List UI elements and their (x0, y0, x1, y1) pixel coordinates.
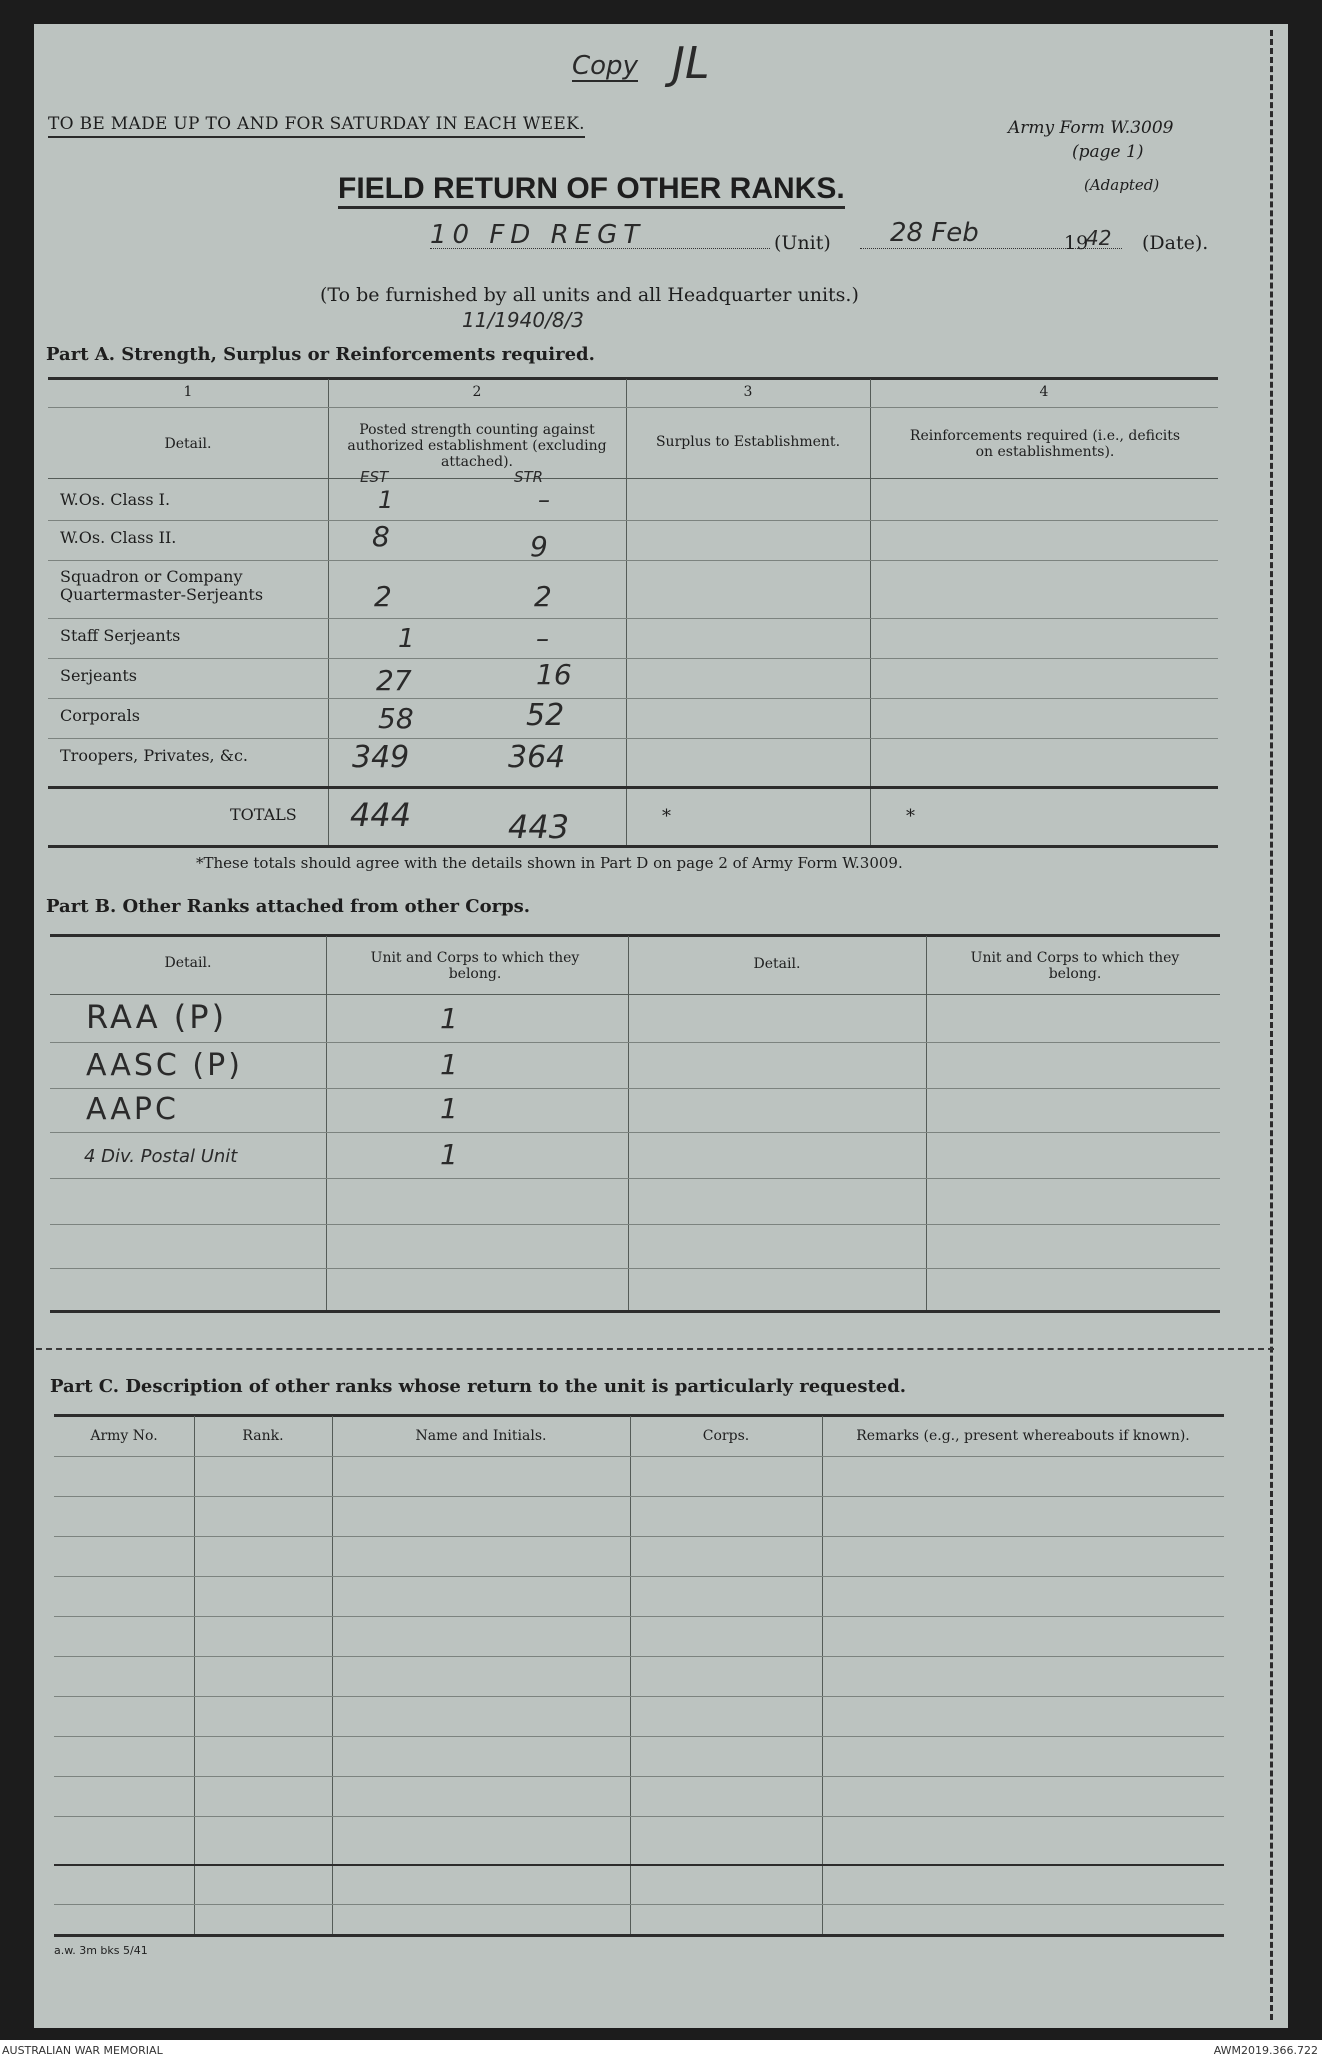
part-b-header-unit-left: Unit and Corps to which they belong. (370, 950, 580, 982)
copy-note: Copy (572, 51, 638, 81)
row-str-wo1: – (538, 486, 550, 514)
row-str-sgt: 16 (536, 658, 572, 691)
str-subheader: STR (514, 468, 544, 486)
totals-str: 443 (508, 808, 570, 846)
form-number: Army Form W.3009 (1008, 118, 1174, 138)
instruction-line: TO BE MADE UP TO AND FOR SATURDAY IN EACH WEEK. (48, 114, 585, 138)
col-number-1: 1 (183, 384, 193, 400)
attached-count-2: 1 (440, 1048, 458, 1081)
attached-count-3: 1 (440, 1092, 458, 1125)
part-c-title: Part C. Description of other ranks whose return to the unit is particularly requested. (50, 1376, 907, 1397)
header-surplus: Surplus to Establishment. (655, 434, 841, 450)
header-detail: Detail. (164, 436, 212, 452)
part-b-title: Part B. Other Ranks attached from other Corps. (46, 896, 531, 917)
archive-caption-right: AWM2019.366.722 (1213, 2044, 1318, 2057)
unit-label: (Unit) (774, 232, 831, 254)
part-c-header-army-no: Army No. (90, 1428, 158, 1444)
part-c-header-remarks: Remarks (e.g., present whereabouts if known). (856, 1428, 1190, 1444)
part-b-header-detail-right: Detail. (753, 956, 801, 972)
handwritten-initials: JL (672, 38, 710, 89)
row-str-ssgt: – (536, 624, 549, 654)
perforated-edge (1270, 30, 1273, 2020)
form-adapted: (Adapted) (1084, 176, 1160, 194)
row-detail-sgt: Serjeants (60, 666, 137, 685)
totals-est: 444 (350, 796, 412, 834)
form-page: (page 1) (1072, 142, 1144, 162)
part-c-header-rank: Rank. (242, 1428, 284, 1444)
part-a-title: Part A. Strength, Surplus or Reinforcements required. (46, 344, 595, 365)
date-label: (Date). (1142, 232, 1209, 254)
row-est-cqms: 2 (374, 580, 392, 613)
row-detail-pte: Troopers, Privates, &c. (60, 746, 249, 765)
row-est-wo1: 1 (378, 486, 394, 514)
totals-label: TOTALS (230, 805, 297, 824)
row-detail-ssgt: Staff Serjeants (60, 626, 181, 645)
reinforcements-total-asterisk: * (906, 806, 915, 827)
part-c-header-name: Name and Initials. (415, 1428, 547, 1444)
unit-value: 10 FD REGT (430, 220, 646, 250)
col-number-4: 4 (1039, 384, 1049, 400)
row-est-wo2: 8 (372, 520, 390, 553)
archive-caption-left: AUSTRALIAN WAR MEMORIAL (2, 2044, 163, 2057)
row-est-ssgt: 1 (398, 624, 415, 654)
row-est-pte: 349 (352, 740, 410, 775)
file-reference: 11/1940/8/3 (462, 308, 585, 332)
row-est-sgt: 27 (376, 664, 412, 697)
header-reinforcements: Reinforcements required (i.e., deficits on establishments). (909, 428, 1181, 460)
attached-count-1: 1 (440, 1002, 458, 1035)
row-str-wo2: 9 (530, 530, 548, 563)
surplus-total-asterisk: * (662, 806, 671, 827)
row-detail-cpl: Corporals (60, 706, 140, 725)
attached-detail-2: AASC (P) (86, 1048, 243, 1083)
row-est-cpl: 58 (378, 702, 414, 735)
row-detail-cqms (60, 568, 320, 604)
row-detail-wo2: W.Os. Class II. (60, 528, 177, 547)
form-title: FIELD RETURN OF OTHER RANKS. (338, 172, 845, 209)
date-value: 28 Feb (890, 218, 979, 248)
col-number-3: 3 (743, 384, 753, 400)
part-c-header-corps: Corps. (702, 1428, 750, 1444)
attached-detail-1: RAA (P) (86, 998, 228, 1036)
print-code: a.w. 3m bks 5/41 (54, 1944, 148, 1957)
year-value: 42 (1086, 226, 1112, 250)
part-b-header-unit-right: Unit and Corps to which they belong. (970, 950, 1180, 982)
row-str-cqms: 2 (534, 580, 552, 613)
col-number-2: 2 (472, 384, 482, 400)
row-detail-wo1: W.Os. Class I. (60, 490, 171, 509)
year-prefix: 19 (1064, 232, 1089, 254)
row-str-pte: 364 (508, 740, 566, 775)
part-b-header-detail-left: Detail. (164, 955, 212, 971)
archive-caption-bar (0, 2040, 1322, 2061)
tear-line (36, 1348, 1274, 1350)
row-str-cpl: 52 (526, 698, 565, 733)
attached-detail-3: AAPC (86, 1092, 179, 1127)
part-a-footnote: *These totals should agree with the details shown in Part D on page 2 of Army Form W.3009. (196, 854, 903, 872)
attached-detail-4: 4 Div. Postal Unit (84, 1146, 238, 1167)
est-subheader: EST (360, 468, 389, 486)
header-posted-strength: Posted strength counting against authorized establishment (excluding attached). (347, 422, 607, 470)
attached-count-4: 1 (440, 1138, 458, 1171)
furnished-note: (To be furnished by all units and all Headquarter units.) (320, 284, 859, 306)
row-detail-cqms-text: Squadron or Company Quartermaster-Serjeants (60, 567, 264, 604)
